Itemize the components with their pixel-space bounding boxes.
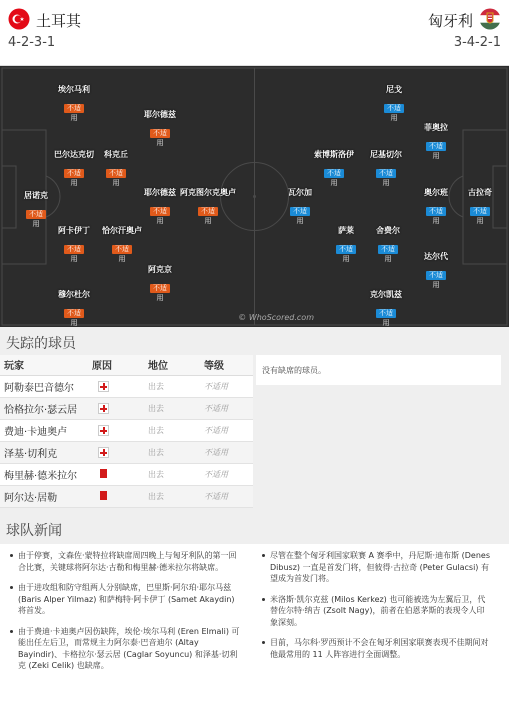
injury-cross-icon: [98, 381, 109, 392]
player-marker[interactable]: [356, 150, 416, 188]
player-status-badge: 不适: [150, 284, 170, 293]
missing-rating: 不适用: [200, 463, 253, 485]
home-formation: 4-2-3-1: [8, 35, 56, 50]
news-item: 目前，马尔科·罗西预计不会在匈牙利国家联赛表现不佳期间对他最常用的 11 人阵容进行全面调整。: [262, 637, 492, 660]
player-status-badge: 不适: [336, 245, 356, 254]
red-card-icon: [100, 469, 107, 478]
player-name[interactable]: 耶尔德兹: [144, 110, 176, 119]
player-status-sub: 用: [70, 114, 78, 122]
player-status-badge: 不适: [376, 169, 396, 178]
player-name[interactable]: 阿克图尔克奥卢: [180, 188, 236, 197]
missing-rating: 不适用: [200, 397, 253, 419]
missing-player-name[interactable]: 泽基·切利克: [0, 441, 88, 463]
player-name[interactable]: 阿卡伊丁: [58, 226, 90, 235]
player-status-sub: 用: [432, 152, 440, 160]
player-name[interactable]: 耶尔德兹: [144, 188, 176, 197]
player-status-badge: 不适: [64, 309, 84, 318]
home-team-name[interactable]: 土耳其: [36, 12, 82, 30]
player-name[interactable]: 巴尔达克切: [54, 150, 94, 159]
table-row: [0, 485, 253, 507]
player-status-badge: 不适: [426, 271, 446, 280]
missing-status: 出去: [144, 485, 200, 507]
missing-reason: [88, 485, 144, 507]
missing-player-name[interactable]: 恰格拉尔·瑟云居: [0, 397, 88, 419]
player-status-sub: 用: [204, 217, 212, 225]
player-name[interactable]: 穆尔杜尔: [58, 290, 90, 299]
player-marker[interactable]: [356, 290, 416, 327]
player-name[interactable]: 索博斯洛伊: [314, 150, 354, 159]
player-status-badge: 不适: [150, 207, 170, 216]
missing-status: 出去: [144, 463, 200, 485]
player-status-sub: 用: [390, 114, 398, 122]
player-status-badge: 不适: [106, 169, 126, 178]
player-marker[interactable]: [178, 188, 238, 226]
player-status-badge: 不适: [112, 245, 132, 254]
player-marker[interactable]: [130, 265, 190, 303]
player-status-sub: 用: [382, 319, 390, 327]
missing-rating: 不适用: [200, 419, 253, 441]
table-row: [0, 397, 253, 419]
player-name[interactable]: 舍费尔: [376, 226, 400, 235]
player-status-sub: 用: [342, 255, 350, 263]
player-name[interactable]: 瓦尔加: [288, 188, 312, 197]
missing-players-title: 失踪的球员: [6, 336, 76, 352]
missing-player-name[interactable]: 阿尔达·居勒: [0, 485, 88, 507]
player-name[interactable]: 克尔凯兹: [370, 290, 402, 299]
team-news-section: [0, 544, 509, 718]
player-status-badge: 不适: [384, 104, 404, 113]
player-name[interactable]: 菲奥拉: [424, 123, 448, 132]
player-status-sub: 用: [70, 255, 78, 263]
player-marker[interactable]: [86, 150, 146, 188]
missing-status: 出去: [144, 375, 200, 397]
missing-status: 出去: [144, 441, 200, 463]
player-marker[interactable]: [92, 226, 152, 264]
red-card-icon: [100, 491, 107, 500]
away-formation: 3-4-2-1: [453, 35, 501, 50]
missing-players-section: [0, 355, 509, 515]
player-marker[interactable]: [304, 150, 364, 188]
away-missing-empty: 没有缺席的球员。: [256, 355, 501, 385]
player-marker[interactable]: [450, 188, 509, 226]
player-name[interactable]: 萨莱: [338, 226, 354, 235]
hungary-flag-icon: [479, 8, 501, 30]
news-item: 由于进攻组和防守组两人分别缺席，巴里斯·阿尔珀·耶尔马兹 (Baris Alper Yilmaz) 和萨梅特·阿卡伊丁 (Samet Akaydin) 将首发。: [10, 582, 240, 617]
missing-player-name[interactable]: 梅里赫·德米拉尔: [0, 463, 88, 485]
missing-reason: [88, 397, 144, 419]
table-row: [0, 419, 253, 441]
missing-player-name[interactable]: 阿勒泰巴音德尔: [0, 375, 88, 397]
missing-rating: 不适用: [200, 441, 253, 463]
player-status-sub: 用: [32, 220, 40, 228]
home-missing-table: [0, 355, 253, 508]
missing-player-name[interactable]: 费迪·卡迪奥卢: [0, 419, 88, 441]
player-status-sub: 用: [432, 217, 440, 225]
player-marker[interactable]: [44, 290, 104, 327]
player-name[interactable]: 达尔代: [424, 252, 448, 261]
col-header-reason[interactable]: 原因: [88, 355, 144, 375]
news-item: 由于费迪·卡迪奥卢因伤缺阵，埃伦·埃尔马利 (Eren Elmali) 可能出任左后卫，而常规主力阿尔泰·巴音迪尔 (Altay Bayindir)、卡格拉尔·瑟云居 (Caglar Soyuncu) 和泽基·切利克 (Zeki Celik) 也缺席。: [10, 626, 240, 672]
player-status-sub: 用: [118, 255, 126, 263]
table-row: [0, 375, 253, 397]
away-team-name[interactable]: 匈牙利: [427, 12, 473, 30]
player-name[interactable]: 科克丘: [104, 150, 128, 159]
missing-reason: [88, 419, 144, 441]
player-status-badge: 不适: [378, 245, 398, 254]
player-name[interactable]: 居诺克: [24, 191, 48, 200]
player-name[interactable]: 尼基切尔: [370, 150, 402, 159]
player-status-badge: 不适: [198, 207, 218, 216]
player-marker[interactable]: [364, 85, 424, 123]
watermark: © WhoScored.com: [238, 313, 314, 322]
match-header: [0, 0, 509, 66]
player-name[interactable]: 埃尔马利: [58, 85, 90, 94]
turkey-flag-icon: [8, 8, 30, 30]
news-item: 米洛斯·凯尔克兹 (Milos Kerkez) 也可能被选为左翼后卫，代替佐尔特·纳吉 (Zsolt Nagy)，前者在伯恩茅斯的表现令人印象深刻。: [262, 594, 492, 629]
missing-rating: 不适用: [200, 375, 253, 397]
player-status-sub: 用: [156, 217, 164, 225]
player-name[interactable]: 尼戈: [386, 85, 402, 94]
player-status-badge: 不适: [290, 207, 310, 216]
missing-status: 出去: [144, 397, 200, 419]
table-row: [0, 463, 253, 485]
missing-reason: [88, 441, 144, 463]
player-status-badge: 不适: [64, 169, 84, 178]
player-status-sub: 用: [384, 255, 392, 263]
player-status-badge: 不适: [324, 169, 344, 178]
player-marker[interactable]: [130, 110, 190, 148]
player-status-sub: 用: [296, 217, 304, 225]
player-name[interactable]: 恰尔汗奥卢: [102, 226, 142, 235]
player-marker[interactable]: [270, 188, 330, 226]
player-status-badge: 不适: [426, 142, 446, 151]
news-item: 尽管在整个匈牙利国家联赛 A 赛季中，丹尼斯·迪布斯 (Denes Dibusz) 一直是首发门将，但彼得·古拉奇 (Peter Gulacsi) 有望成为首发门将。: [262, 550, 492, 585]
missing-reason: [88, 463, 144, 485]
news-item: 由于停赛，文森佐·蒙特拉将缺席周四晚上与匈牙利队的第一回合比赛，关键球将阿尔达·古勒和梅里赫·德米拉尔将缺席。: [10, 550, 240, 573]
missing-status: 出去: [144, 419, 200, 441]
injury-cross-icon: [98, 403, 109, 414]
pitch: [0, 66, 509, 327]
player-status-sub: 用: [156, 139, 164, 147]
player-status-badge: 不适: [376, 309, 396, 318]
player-marker[interactable]: [406, 252, 466, 290]
player-status-sub: 用: [330, 179, 338, 187]
player-status-sub: 用: [70, 179, 78, 187]
player-marker[interactable]: [44, 85, 104, 123]
home-news: [10, 550, 240, 681]
player-status-badge: 不适: [26, 210, 46, 219]
player-status-sub: 用: [476, 217, 484, 225]
injury-cross-icon: [98, 425, 109, 436]
player-status-sub: 用: [112, 179, 120, 187]
table-row: [0, 441, 253, 463]
col-header-rating[interactable]: 等级: [200, 355, 253, 375]
team-news-title: 球队新闻: [6, 523, 62, 539]
player-status-sub: 用: [70, 319, 78, 327]
player-status-badge: 不适: [426, 207, 446, 216]
player-marker[interactable]: [6, 191, 66, 229]
player-status-badge: 不适: [150, 129, 170, 138]
player-status-sub: 用: [382, 179, 390, 187]
player-status-sub: 用: [432, 281, 440, 289]
player-name[interactable]: 古拉奇: [468, 188, 492, 197]
missing-reason: [88, 375, 144, 397]
missing-rating: 不适用: [200, 485, 253, 507]
player-name[interactable]: 奥尔班: [424, 188, 448, 197]
player-status-badge: 不适: [470, 207, 490, 216]
player-name[interactable]: 阿克京: [148, 265, 172, 274]
away-news: [262, 550, 492, 669]
player-status-badge: 不适: [64, 245, 84, 254]
injury-cross-icon: [98, 447, 109, 458]
col-header-position[interactable]: 地位: [144, 355, 200, 375]
col-header-player[interactable]: 玩家: [0, 355, 88, 375]
player-status-badge: 不适: [64, 104, 84, 113]
player-status-sub: 用: [156, 294, 164, 302]
